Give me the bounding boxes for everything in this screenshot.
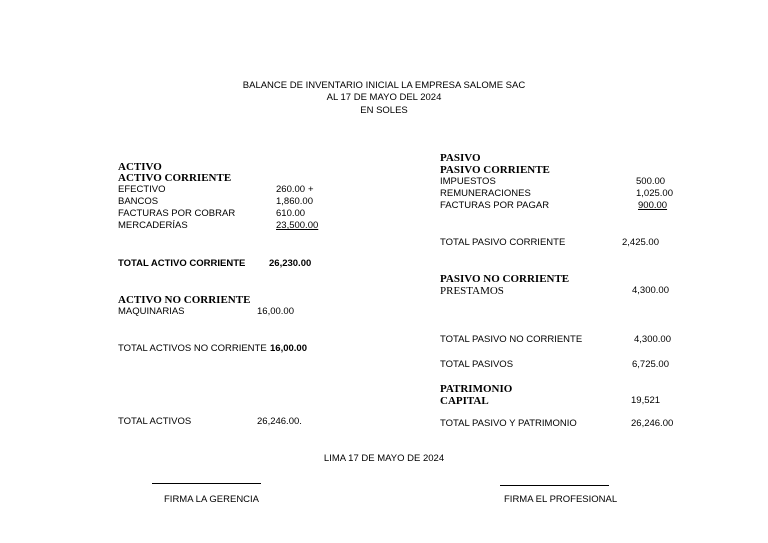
total-pasivo-corriente-label: TOTAL PASIVO CORRIENTE — [440, 237, 566, 248]
activo-item-label: FACTURAS POR COBRAR — [118, 208, 236, 219]
total-pasivo-patrimonio-label: TOTAL PASIVO Y PATRIMONIO — [440, 418, 577, 429]
patrimonio-heading: PATRIMONIO — [440, 383, 513, 395]
activo-item-label: BANCOS — [118, 196, 159, 207]
place-date: LIMA 17 DE MAYO DE 2024 — [323, 453, 445, 464]
pasivo-no-corriente-item-label: PRESTAMOS — [440, 285, 504, 297]
activo-corriente-heading: ACTIVO CORRIENTE — [118, 172, 232, 184]
document-date: AL 17 DE MAYO DEL 2024 — [326, 92, 442, 103]
total-activo-corriente-label: TOTAL ACTIVO CORRIENTE — [118, 258, 246, 269]
activo-item-value: 1,860.00 — [276, 196, 313, 207]
pasivo-no-corriente-item-value: 4,300.00 — [632, 285, 669, 296]
activo-no-corriente-item-value: 16,00.00 — [257, 306, 294, 317]
activo-item-mark: + — [308, 184, 314, 195]
pasivo-item-value: 1,025.00 — [636, 188, 673, 199]
total-pasivo-patrimonio-value: 26,246.00 — [631, 418, 674, 429]
total-activos-label: TOTAL ACTIVOS — [118, 416, 192, 427]
total-activo-corriente-value: 26,230.00 — [269, 258, 312, 269]
total-pasivo-no-corriente-value: 4,300.00 — [634, 334, 671, 345]
total-pasivos-label: TOTAL PASIVOS — [440, 359, 514, 370]
pasivo-heading: PASIVO — [440, 152, 481, 164]
signature-line-gerencia — [152, 483, 261, 484]
total-pasivo-no-corriente-label: TOTAL PASIVO NO CORRIENTE — [440, 334, 583, 345]
pasivo-item-label: FACTURAS POR PAGAR — [440, 200, 550, 211]
activo-no-corriente-item-label: MAQUINARIAS — [118, 306, 185, 317]
total-pasivo-corriente-value: 2,425.00 — [622, 237, 659, 248]
total-activos-value: 26,246.00. — [257, 416, 302, 427]
document-currency: EN SOLES — [360, 105, 408, 116]
pasivo-corriente-heading: PASIVO CORRIENTE — [440, 164, 550, 176]
activo-no-corriente-heading: ACTIVO NO CORRIENTE — [118, 294, 251, 306]
total-activos-no-corriente-label: TOTAL ACTIVOS NO CORRIENTE — [118, 343, 267, 354]
activo-item-value: 260.00 — [276, 184, 306, 195]
pasivo-item-label: REMUNERACIONES — [440, 188, 531, 199]
activo-item-value: 23,500.00 — [276, 220, 319, 231]
pasivo-item-value: 900.00 — [638, 200, 668, 211]
signature-label-gerencia: FIRMA LA GERENCIA — [164, 494, 260, 505]
activo-item-label: EFECTIVO — [118, 184, 166, 195]
signature-line-profesional — [500, 485, 609, 486]
pasivo-item-value: 500.00 — [636, 176, 666, 187]
activo-item-value: 610.00 — [276, 208, 306, 219]
total-pasivos-value: 6,725.00 — [632, 359, 669, 370]
pasivo-no-corriente-heading: PASIVO NO CORRIENTE — [440, 273, 570, 285]
activo-heading: ACTIVO — [118, 161, 162, 173]
total-activos-no-corriente-value: 16,00.00 — [270, 343, 307, 354]
activo-item-label: MERCADERÍAS — [118, 220, 188, 231]
document-title: BALANCE DE INVENTARIO INICIAL LA EMPRESA SALOME SAC — [242, 80, 526, 91]
capital-label: CAPITAL — [440, 395, 489, 407]
capital-value: 19,521 — [631, 395, 661, 406]
pasivo-item-label: IMPUESTOS — [440, 176, 496, 187]
signature-label-profesional: FIRMA EL PROFESIONAL — [504, 494, 618, 505]
